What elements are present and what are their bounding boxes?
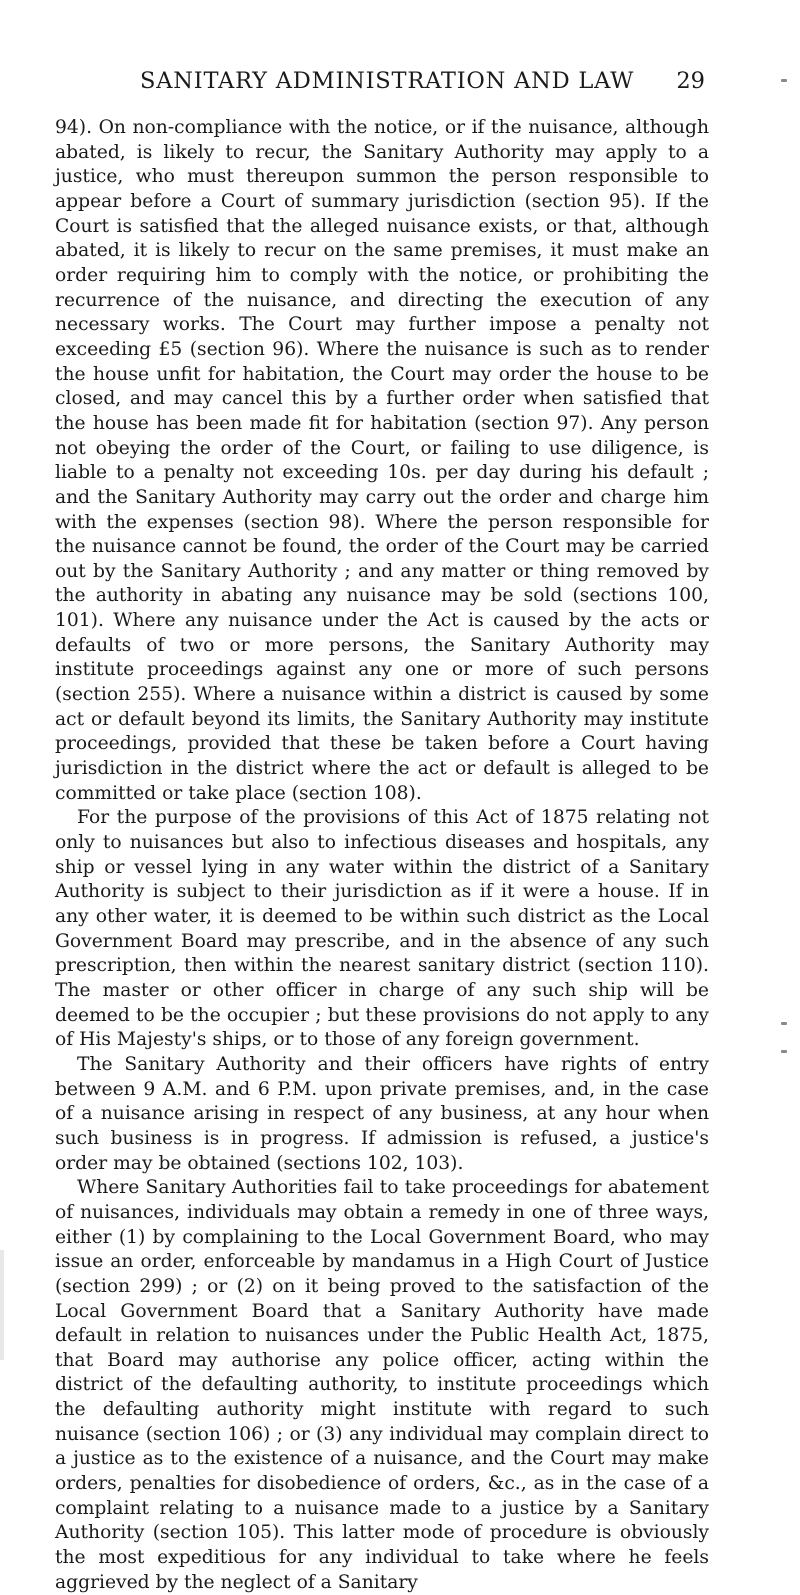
margin-speck: [781, 1022, 787, 1025]
paragraph-4: Where Sanitary Authorities fail to take proceedings for abatement of nuisances, individuals may obtain a remedy in one of three ways, either (1) by complaining to the Local Government Board, who may issue an order, enforceable by mandamus in a High Court of Justice (section 299) ; or (2) on it being proved to the satisfaction of the Local Government Board that a Sanitary Authority have made default in relation to nuisances under the Public Health Act, 1875, that Board may authorise any police officer, acting within the district of the defaulting authority, to institute proceedings which the defaulting authority might institute with regard to such nuisance (section 106) ; or (3) any individual may complain direct to a justice as to the existence of a nuisance, and the Court may make orders, penalties for disobedience of orders, &c., as in the case of a complaint relating to a nuisance made to a justice by a Sanitary Authority (section 105). This latter mode of procedure is obviously the most expeditious for any individual to take where he feels aggrieved by the neglect of a Sanitary: [55, 1177, 709, 1593]
running-title: SANITARY ADMINISTRATION AND LAW: [140, 68, 635, 94]
page-number: 29: [676, 68, 705, 94]
body-text: [55, 116, 709, 1595]
paragraph-2: For the purpose of the provisions of this Act of 1875 relating not only to nuisances but also to infectious diseases and hospitals, any ship or vessel lying in any water within the district of a Sanitary Authority is subject to their jurisdiction as if it were a house. If in any other water, it is deemed to be within such district as the Local Government Board may prescribe, and in the absence of any such prescription, then within the nearest sanitary district (section 110). The master or other officer in charge of any such ship will be deemed to be the occupier ; but these provisions do not apply to any of His Majesty's ships, or to those of any foreign government.: [55, 807, 709, 1051]
paragraph-1: 94). On non-compliance with the notice, or if the nuisance, although abated, is likely to recur, the Sanitary Authority may apply to a justice, who must thereupon summon the person responsible to appear before a Court of summary jurisdiction (section 95). If the Court is satisfied that the alleged nuisance exists, or that, although abated, it is likely to recur on the same premises, it must make an order requiring him to comply with the notice, or prohibiting the recurrence of the nuisance, and directing the execution of any necessary works. The Court may further impose a penalty not exceeding £5 (section 96). Where the nuisance is such as to render the house unfit for habitation, the Court may order the house to be closed, and may cancel this by a further order when satisfied that the house has been made fit for habitation (section 97). Any person not obeying the order of the Court, or failing to use diligence, is liable to a penalty not exceeding 10s. per day during his default ; and the Sanitary Authority may carry out the order and charge him with the expenses (section 98). Where the person responsible for the nuisance cannot be found, the order of the Court may be carried out by the Sanitary Authority ; and any matter or thing removed by the authority in abating any nuisance may be sold (sections 100, 101). Where any nuisance under the Act is caused by the acts or defaults of two or more persons, the Sanitary Authority may institute proceedings against any one or more of such persons (section 255). Where a nuisance within a district is caused by some act or default beyond its limits, the Sanitary Authority may institute proceedings, provided that these be taken before a Court having jurisdiction in the district where the act or default is alleged to be committed or take place (section 108).: [55, 117, 709, 804]
page-edge-shadow: [0, 1250, 4, 1360]
margin-speck: [781, 1050, 787, 1053]
margin-speck: [781, 79, 787, 82]
paragraph-3: The Sanitary Authority and their officers have rights of entry between 9 A.M. and 6 P.M. upon private premises, and, in the case of a nuisance arising in respect of any business, at any hour when such business is in progress. If admission is refused, a justice's order may be obtained (sections 102, 103).: [55, 1053, 709, 1174]
page-header: [140, 68, 705, 98]
